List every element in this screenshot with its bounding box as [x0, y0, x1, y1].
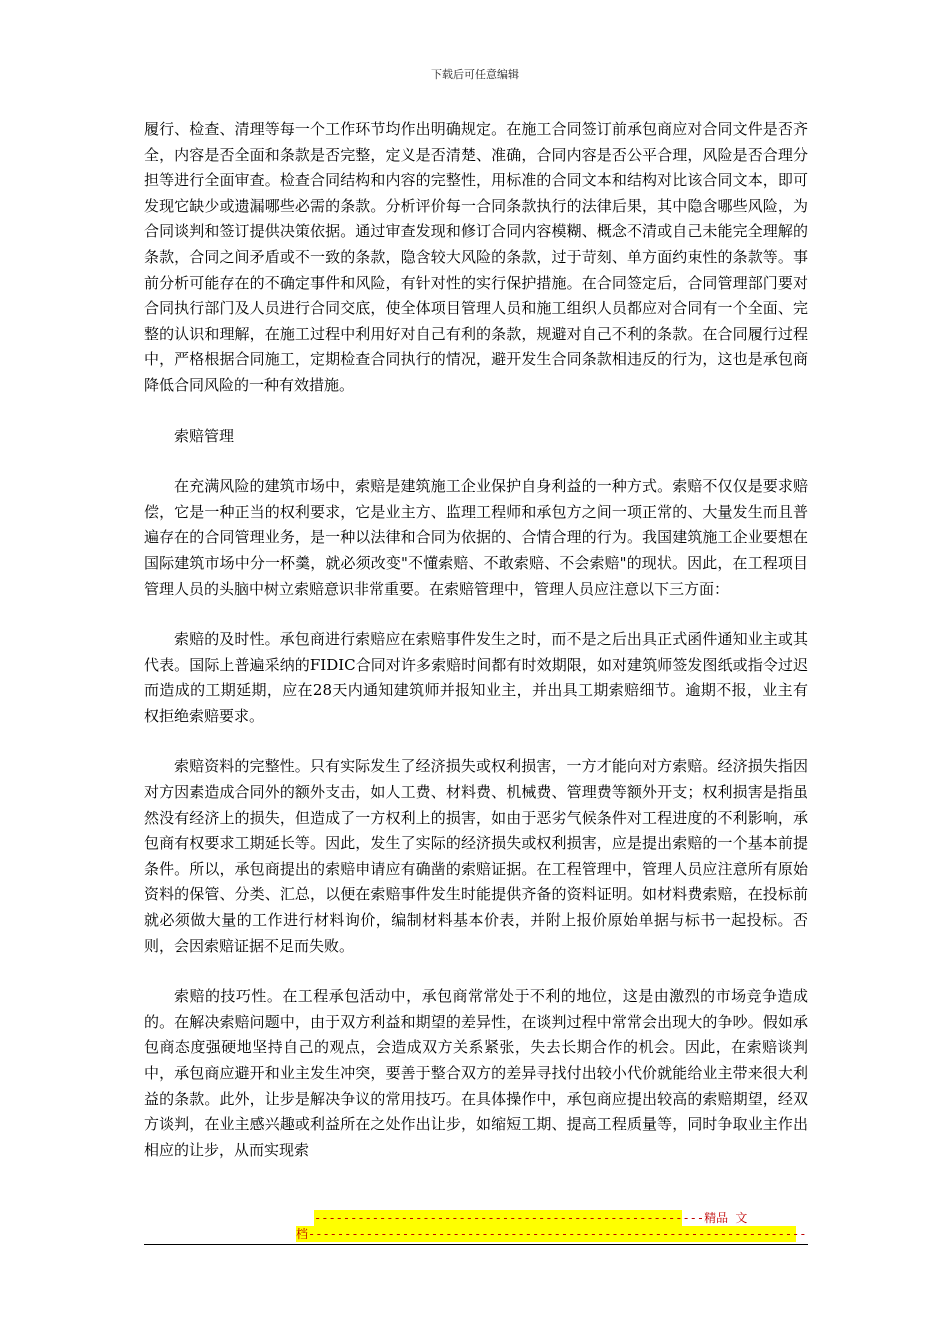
page-header: 下载后可任意编辑 [431, 68, 519, 81]
footer-watermark-line-1: ------------------------------------------------------精品 文 [314, 1211, 748, 1225]
footer-watermark-line-2: 档--------------------------------------------------------------------- [296, 1227, 807, 1241]
paragraph-claims-skill: 索赔的技巧性。在工程承包活动中，承包商常常处于不利的地位，这是由激烈的市场竞争造成的。在解决索赔问题中，由于双方利益和期望的差异性，在谈判过程中常常会出现大的争吵。假如承包商态度强硬地坚持自己的观点，会造成双方关系紧张，失去长期合作的机会。因此，在索赔谈判中，承包商应避开和业主发生冲突，要善于整合双方的差异寻找付出较小代价就能给业主带来很大利益的条款。此外，让步是解决争议的常用技巧。在具体操作中，承包商应提出较高的索赔期望，经双方谈判，在业主感兴趣或利益所在之处作出让步，如缩短工期、提高工程质量等，同时争取业主作出相应的让步，从而实现索 [144, 987, 808, 1159]
paragraph-claims-completeness: 索赔资料的完整性。只有实际发生了经济损失或权利损害，一方才能向对方索赔。经济损失指因对方因素造成合同外的额外支击，如人工费、材料费、机械费、管理费等额外开支；权利损害是指虽然没有经济上的损失，但造成了一方权利上的损害，如由于恶劣气候条件对工程进度的不利影响，承包商有权要求工期延长等。因此，发生了实际的经济损失或权利损害，应是提出索赔的一个基本前提条件。所以，承包商提出的索赔申请应有确凿的索赔证据。在工程管理中，管理人员应注意所有原始资料的保管、分类、汇总，以便在索赔事件发生时能提供齐备的资料证明。如材料费索赔，在投标前就必须做大量的工作进行材料询价，编制材料基本价表，并附上报价原始单据与标书一起投标。否则，会因索赔证据不足而失败。 [144, 757, 808, 955]
document-body [144, 117, 808, 1188]
paragraph-claims-timeliness: 索赔的及时性。承包商进行索赔应在索赔事件发生之时，而不是之后出具正式函件通知业主或其代表。国际上普遍采纳的FIDIC合同对许多索赔时间都有时效期限，如对建筑师签发图纸或指令过迟而造成的工期延期，应在28天内通知建筑师并报知业主，并出具工期索赔细节。逾期不报，业主有权拒绝索赔要求。 [144, 630, 808, 725]
page-footer [144, 1208, 808, 1248]
paragraph-contract-review: 履行、检查、清理等每一个工作环节均作出明确规定。在施工合同签订前承包商应对合同文件是否齐全，内容是否全面和条款是否完整，定义是否清楚、准确，合同内容是否公平合理，风险是否合理分担等进行全面审查。检查合同结构和内容的完整性，用标准的合同文本和结构对比该合同文本，即可发现它缺少或遗漏哪些必需的条款。分析评价每一合同条款执行的法律后果，其中隐含哪些风险，为合同谈判和签订提供决策依据。通过审查发现和修订合同内容模糊、概念不清或自己未能完全理解的条款，合同之间矛盾或不一致的条款，隐含较大风险的条款，过于苛刻、单方面约束性的条款等。事前分析可能存在的不确定事件和风险，有针对性的实行保护措施。在合同签定后，合同管理部门要对合同执行部门及人员进行合同交底，使全体项目管理人员和施工组织人员都应对合同有一个全面、完整的认识和理解，在施工过程中利用好对自己有利的条款，规避对自己不利的条款。在合同履行过程中，严格根据合同施工，定期检查合同执行的情况，避开发生合同条款相违反的行为，这也是承包商降低合同风险的一种有效措施。 [144, 120, 808, 394]
footer-divider [144, 1244, 808, 1245]
paragraph-claims-intro: 在充满风险的建筑市场中，索赔是建筑施工企业保护自身利益的一种方式。索赔不仅仅是要求赔偿，它是一种正当的权利要求，它是业主方、监理工程师和承包方之间一项正常的、大量发生而且普遍存在的合同管理业务，是一种以法律和合同为依据的、合情合理的行为。我国建筑施工企业要想在国际建筑市场中分一杯羹，就必须改变"不懂索赔、不敢索赔、不会索赔"的现状。因此，在工程项目管理人员的头脑中树立索赔意识非常重要。在索赔管理中，管理人员应注意以下三方面： [144, 477, 808, 598]
section-heading-claims: 索赔管理 [174, 426, 235, 445]
